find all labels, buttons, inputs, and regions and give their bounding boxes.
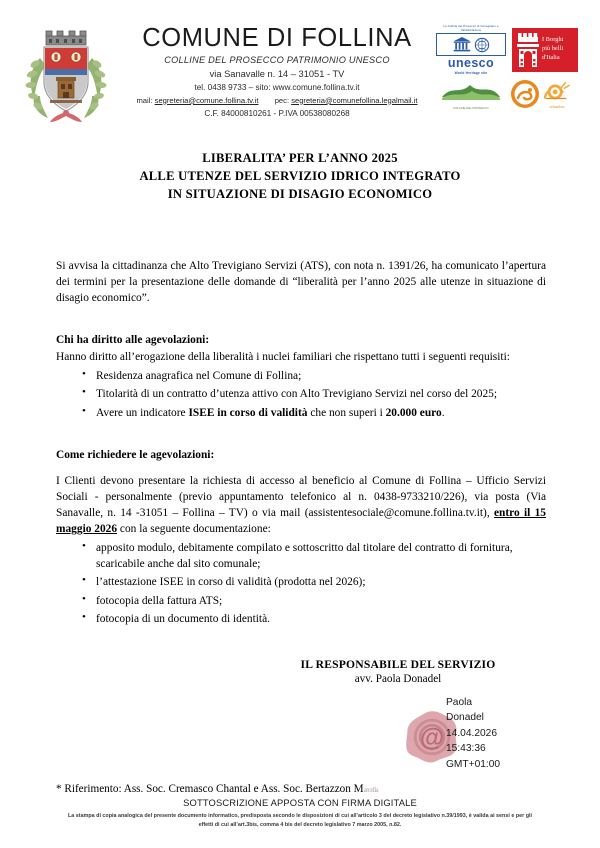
- borghi-line-2: più belli: [542, 45, 564, 53]
- list-item: [56, 405, 546, 421]
- unesco-caption: La Collina del Prosecco di Conegliano e Valdobbiadene: [443, 24, 499, 32]
- org-subtitle: COLLINE DEL PROSECCO PATRIMONIO UNESCO: [164, 55, 390, 66]
- castle-icon: [515, 31, 541, 69]
- howto-deadline: entro il 15 maggio 2026: [56, 506, 546, 536]
- unesco-logo: [436, 25, 506, 75]
- mail-label: mail:: [136, 95, 153, 105]
- title-line-3: IN SITUAZIONE DI DISAGIO ECONOMICO: [167, 186, 433, 201]
- req3-suffix: .: [441, 406, 445, 419]
- list-item: • fotocopia della fattura ATS;: [56, 593, 546, 609]
- unesco-globe-icon: [474, 37, 490, 53]
- org-phone-site: tel. 0438 9733 – sito: www.comune.follina.tv.it: [194, 82, 360, 92]
- signature-role: IL RESPONSABILE DEL SERVIZIO: [300, 657, 496, 671]
- sig-meta-timezone: GMT+01:00: [446, 758, 501, 770]
- howto-paragraph: [56, 473, 546, 537]
- sig-meta-firstname: Paola: [446, 696, 473, 708]
- req3-middle: che non superi i: [307, 406, 386, 419]
- title-line-2: ALLE UTENZE DEL SERVIZIO IDRICO INTEGRATO: [139, 168, 461, 183]
- howto-heading: Come richiedere le agevolazioni:: [56, 448, 215, 461]
- footer-disclaimer: La stampa di copia analogica del presente documento informatico, predisposta secondo le disposizioni di cui all’articolo 3 del decreto legislativo n.39/1993, è valida ai sensi e per gli effetti di cui all’art.3bis, comma 4 bis del decreto legislativo 7 marzo 2005, n.82.: [67, 812, 533, 828]
- cittaslow-caption: cittaslow: [549, 103, 565, 109]
- req3-prefix: Avere un indicatore: [96, 406, 189, 419]
- org-emails: [118, 96, 436, 105]
- digital-signature-metadata: [446, 695, 500, 773]
- title-line-1: LIBERALITA’ PER L’ANNO 2025: [202, 151, 398, 165]
- pec-label: pec:: [274, 95, 290, 105]
- document-title: [60, 150, 540, 204]
- footer-title: SOTTOSCRIZIONE APPOSTA CON FIRMA DIGITALE: [183, 796, 417, 808]
- documents-list: [56, 540, 546, 628]
- hills-icon: [440, 79, 502, 101]
- document-header: [0, 0, 600, 118]
- temple-icon: [453, 37, 471, 52]
- coat-of-arms-icon: [20, 24, 112, 128]
- header-logos: [436, 22, 586, 110]
- signature-block: [248, 658, 548, 685]
- colline-prosecco-logo: [436, 79, 506, 110]
- list-item: • l’attestazione ISEE in corso di validità (prodotta nel 2026);: [56, 574, 546, 590]
- eligibility-heading: Chi ha diritto alle agevolazioni:: [56, 333, 210, 346]
- sig-meta-lastname: Donadel: [446, 712, 484, 724]
- intro-paragraph: Si avvisa la cittadinanza che Alto Trevigiano Servizi (ATS), con nota n. 1391/26, ha comunicato l’apertura dei termini per la presentazione delle domande di “liberalità per l’anno 2025 alle utenze in situazione di disagio economico”.: [56, 259, 546, 304]
- list-item: • Residenza anagrafica nel Comune di Follina;: [56, 368, 546, 384]
- req3-amount-bold: 20.000 euro: [385, 406, 442, 419]
- borghi-line-3: d'Italia: [542, 54, 560, 62]
- cittaslow-logos: [510, 79, 572, 109]
- borghi-line-1: I Borghi: [542, 36, 564, 44]
- list-item: • fotocopia di un documento di identità.: [56, 611, 546, 627]
- seal-at-symbol: @: [419, 724, 445, 752]
- eligibility-lead: Hanno diritto all’erogazione della liberalità i nuclei familiari che rispettano tutti i seguenti requisiti:: [56, 350, 510, 363]
- unesco-tagline: World Heritage site: [454, 70, 488, 75]
- borghi-logo: [512, 28, 578, 72]
- cittaslow-badge-icon: [510, 79, 540, 109]
- eligibility-list: [56, 368, 546, 421]
- reference-text: * Riferimento: Ass. Soc. Cremasco Chantal e Ass. Soc. Bertazzon M: [56, 782, 364, 795]
- sig-meta-time: 15:43:36: [446, 743, 486, 755]
- hills-caption: COLLINE DEL PROSECCO: [453, 106, 489, 110]
- logo-row-top: [436, 25, 586, 75]
- digital-signature-area: [0, 693, 600, 785]
- signature-name: avv. Paola Donadel: [354, 672, 442, 685]
- unesco-emblem-box: [436, 33, 506, 56]
- snail-icon: [542, 80, 572, 102]
- reference-obscured-name: arcella: [363, 785, 379, 794]
- howto-text-1: I Clienti devono presentare la richiesta di accesso al beneficio al Comune di Follina – Ufficio Servizi Sociali - personalmente (previo appuntamento telefonico al n. 0438-9733210/226), via posta (Via Sanavalle, n. 14 -31051 – Follina – TV) o via mail (assistentesociale@comune.follina.tv.it),: [56, 474, 546, 519]
- pec-address[interactable]: segreteria@comunefollina.legalmail.it: [291, 95, 418, 105]
- logo-row-bottom: [436, 79, 586, 110]
- document-footer: [0, 797, 600, 830]
- org-name: COMUNE DI FOLLINA: [142, 24, 412, 52]
- reference-note: [56, 783, 600, 795]
- header-org-info: [118, 22, 436, 118]
- list-item: • apposito modulo, debitamente compilato e sottoscritto dal titolare del contratto di fornitura, scaricabile anche dal sito comunale;: [56, 540, 546, 572]
- sig-meta-date: 14.04.2026: [446, 727, 497, 739]
- howto-text-2: con la seguente documentazione:: [117, 523, 271, 536]
- borghi-text: [542, 36, 563, 63]
- org-address: via Sanavalle n. 14 – 31051 - TV: [209, 68, 345, 79]
- list-item: • Titolarità di un contratto d’utenza attivo con Alto Trevigiano Servizi nel corso del 2025;: [56, 386, 546, 402]
- req3-isee-bold: ISEE in corso di validità: [188, 406, 308, 419]
- org-fiscal-code: C.F. 84000810261 - P.IVA 00538080268: [204, 108, 350, 118]
- mail-address[interactable]: segreteria@comune.follina.tv.it: [154, 95, 259, 105]
- document-body: [56, 258, 546, 628]
- unesco-wordmark: unesco: [447, 56, 495, 71]
- coat-of-arms: [14, 22, 118, 128]
- cittaslow-snail-wrap: [542, 80, 572, 109]
